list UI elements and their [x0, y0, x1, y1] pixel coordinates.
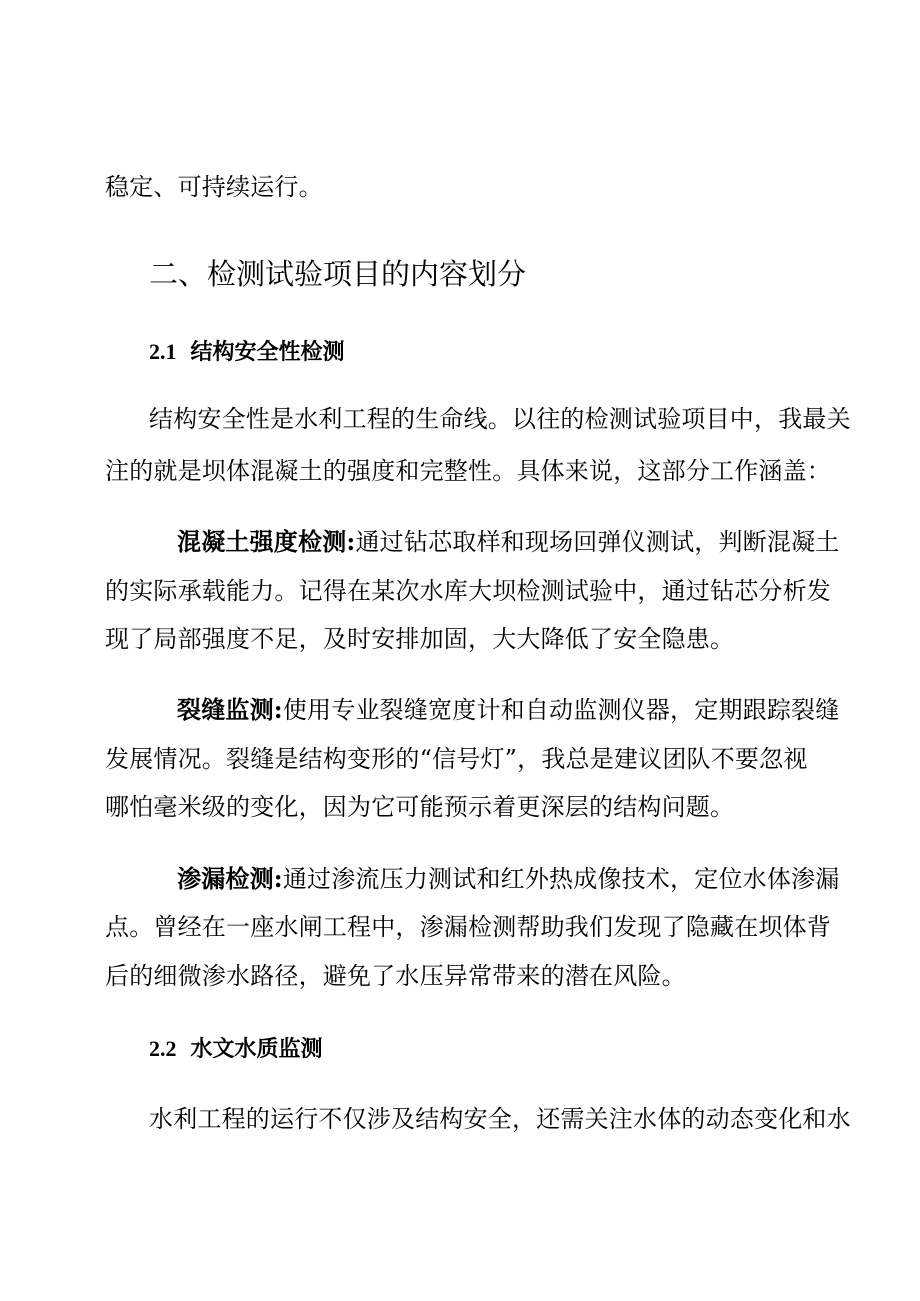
- item-line: 哪怕毫米级的变化，因为它可能预示着更深层的结构问题。: [105, 793, 735, 821]
- subsection-number: 2.1: [149, 339, 177, 364]
- intro-line-1: 结构安全性是水利工程的生命线。以往的检测试验项目中，我最关: [149, 405, 851, 433]
- item-text: 使用专业裂缝宽度计和自动监测仪器，定期跟踪裂缝: [282, 696, 840, 724]
- item-text: 通过渗流压力测试和红外热成像技术，定位水体渗漏: [282, 865, 840, 893]
- item-line: 后的细微渗水路径，避免了水压异常带来的潜在风险。: [105, 962, 686, 990]
- subsection-title: 水文水质监测: [190, 1036, 323, 1062]
- item-line: 现了局部强度不足，及时安排加固，大大降低了安全隐患。: [105, 625, 735, 653]
- item-lead: 渗漏检测:: [177, 864, 283, 893]
- intro-line-2: 注的就是坝体混凝土的强度和完整性。具体来说，这部分工作涵盖：: [105, 457, 831, 485]
- item-line: 的实际承载能力。记得在某次水库大坝检测试验中，通过钻芯分析发: [105, 577, 831, 605]
- item-text: 通过钻芯取样和现场回弹仪测试，判断混凝土: [355, 528, 840, 556]
- subsection-title: 结构安全性检测: [190, 339, 345, 365]
- item-lead: 混凝土强度检测:: [177, 527, 356, 556]
- item-concrete-strength: [177, 527, 839, 557]
- intro-line: 水利工程的运行不仅涉及结构安全，还需关注水体的动态变化和水: [149, 1105, 851, 1133]
- item-leakage-detection: [177, 864, 839, 894]
- item-line: 点。曾经在一座水闸工程中，渗漏检测帮助我们发现了隐藏在坝体背: [105, 913, 831, 941]
- subsection-heading-2-1: [149, 337, 345, 367]
- subsection-number: 2.2: [149, 1036, 177, 1061]
- item-lead: 裂缝监测:: [177, 695, 283, 724]
- subsection-heading-2-2: [149, 1034, 323, 1064]
- paragraph-tail: 稳定、可持续运行。: [105, 173, 323, 201]
- item-line: 发展情况。裂缝是结构变形的“信号灯”，我总是建议团队不要忽视: [105, 745, 808, 773]
- item-crack-monitoring: [177, 695, 839, 725]
- section-heading: 二、检测试验项目的内容划分: [149, 257, 527, 291]
